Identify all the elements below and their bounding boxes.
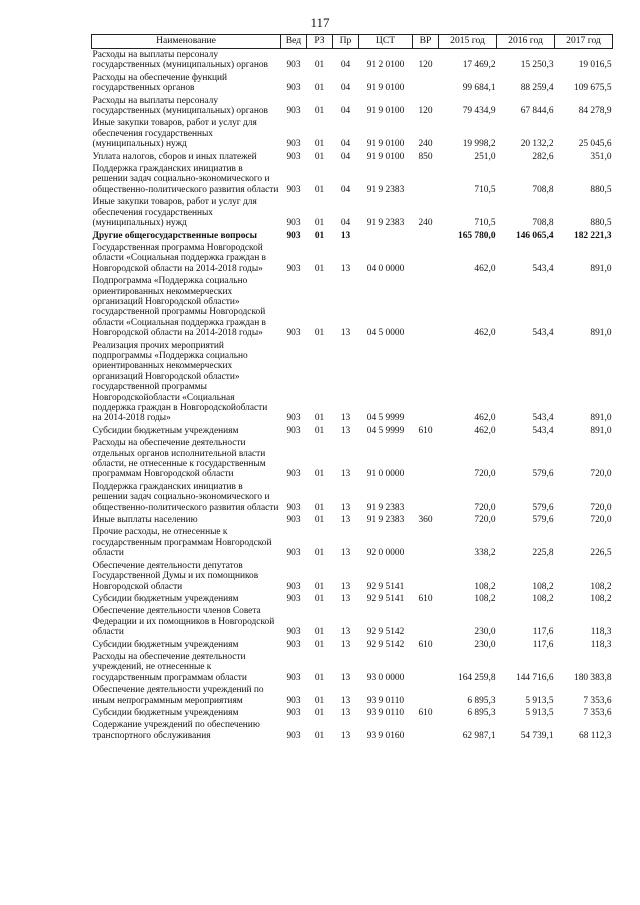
table-row <box>92 163 613 196</box>
row-cst: 91 9 0100 <box>366 83 405 94</box>
row-amount-2016: 20 132,2 <box>520 139 554 150</box>
row-vr: 120 <box>418 60 433 71</box>
row-ved: 903 <box>286 548 301 559</box>
row-rz: 01 <box>314 413 325 424</box>
row-rz: 01 <box>314 83 325 94</box>
header-2017: 2017 год <box>555 35 613 49</box>
row-name: Субсидии бюджетным учреждениям <box>92 593 239 604</box>
row-cst: 91 9 0100 <box>366 106 405 117</box>
row-vr: 610 <box>418 639 433 650</box>
row-amount-2016: 117,6 <box>532 639 554 650</box>
row-amount-2016: 543,4 <box>532 413 554 424</box>
row-amount-2015: 462,0 <box>474 413 496 424</box>
row-cst: 91 0 0000 <box>366 469 405 480</box>
table-row <box>92 196 613 229</box>
row-amount-2017: 180 383,8 <box>574 672 612 683</box>
table-row <box>92 639 613 651</box>
row-pr: 13 <box>340 413 351 424</box>
table-row <box>92 425 613 437</box>
row-amount-2017: 7 353,6 <box>583 695 612 706</box>
row-pr: 13 <box>340 695 351 706</box>
row-amount-2015: 710,5 <box>474 218 496 229</box>
row-amount-2017: 891,0 <box>590 328 612 339</box>
row-pr: 13 <box>340 548 351 559</box>
row-pr: 04 <box>340 218 351 229</box>
row-ved: 903 <box>286 707 301 718</box>
row-name: Прочие расходы, не отнесенные к государственным программам Новгородской области <box>92 527 272 559</box>
row-vr: 240 <box>418 218 433 229</box>
row-cst: 92 0 0000 <box>366 548 405 559</box>
row-cst: 91 2 0100 <box>366 60 405 71</box>
row-name: Иные закупки товаров, работ и услуг для обеспечения государственных (муниципальных) нужд <box>92 197 257 229</box>
row-cst: 91 9 0100 <box>366 139 405 150</box>
row-pr: 04 <box>340 151 351 162</box>
header-ved: Вед <box>281 35 307 49</box>
row-amount-2016: 108,2 <box>532 593 554 604</box>
row-ved: 903 <box>286 83 301 94</box>
row-name: Содержание учреждений по обеспечению транспортного обслуживания <box>92 720 260 741</box>
row-amount-2015: 6 895,3 <box>467 707 496 718</box>
row-cst: 93 9 0110 <box>366 707 405 718</box>
row-pr: 13 <box>340 515 351 526</box>
row-name: Обеспечение деятельности учреждений по иным непрограммным мероприятиям <box>92 685 264 706</box>
row-cst: 91 9 2383 <box>366 502 405 513</box>
row-rz: 01 <box>314 515 325 526</box>
row-amount-2016: 5 913,5 <box>525 695 554 706</box>
row-amount-2015: 99 684,1 <box>462 83 496 94</box>
row-amount-2016: 543,4 <box>532 263 554 274</box>
row-cst: 91 9 0100 <box>366 151 405 162</box>
row-vr <box>413 684 439 707</box>
row-pr: 13 <box>340 328 351 339</box>
row-cst: 91 9 2383 <box>366 515 405 526</box>
row-amount-2016: 108,2 <box>532 581 554 592</box>
row-amount-2017: 891,0 <box>590 263 612 274</box>
row-rz: 01 <box>314 593 325 604</box>
row-cst: 92 9 5142 <box>366 639 405 650</box>
row-name: Расходы на выплаты персоналу государственных (муниципальных) органов <box>92 50 268 71</box>
row-vr <box>413 242 439 275</box>
row-cst: 91 9 2383 <box>366 184 405 195</box>
row-rz: 01 <box>314 106 325 117</box>
row-cst: 04 5 0000 <box>366 328 405 339</box>
row-cst <box>359 230 413 242</box>
table-row <box>92 275 613 339</box>
row-name: Расходы на обеспечение деятельности отдельных органов исполнительной власти области, не отнесенные к государственным программам Новгородской области <box>92 438 266 480</box>
row-ved: 903 <box>286 695 301 706</box>
table-row <box>92 242 613 275</box>
row-vr: 850 <box>418 151 433 162</box>
row-cst: 93 0 0000 <box>366 672 405 683</box>
row-rz: 01 <box>314 672 325 683</box>
row-pr: 13 <box>340 672 351 683</box>
row-amount-2015: 79 434,9 <box>462 106 496 117</box>
row-amount-2016: 54 739,1 <box>520 730 554 741</box>
row-name: Расходы на обеспечение деятельности учреждений, не отнесенные к государственным программам области <box>92 651 247 683</box>
row-name: Государственная программа Новгородской области «Социальная поддержка граждан в Новгородской области на 2014-2018 годы» <box>92 242 266 274</box>
row-amount-2015: 19 998,2 <box>462 139 496 150</box>
header-cst: ЦСТ <box>359 35 413 49</box>
row-vr: 610 <box>418 425 433 436</box>
row-pr: 13 <box>340 707 351 718</box>
header-rz: РЗ <box>307 35 333 49</box>
table-row <box>92 526 613 559</box>
row-vr: 610 <box>418 707 433 718</box>
row-amount-2016: 543,4 <box>532 425 554 436</box>
row-amount-2016: 225,8 <box>532 548 554 559</box>
row-pr: 13 <box>340 230 351 241</box>
row-amount-2015: 338,2 <box>474 548 496 559</box>
row-ved: 903 <box>286 639 301 650</box>
row-pr: 13 <box>340 593 351 604</box>
table-row <box>92 95 613 118</box>
row-amount-2015: 6 895,3 <box>467 695 496 706</box>
row-rz: 01 <box>314 139 325 150</box>
row-amount-2017: 720,0 <box>590 502 612 513</box>
row-amount-2017: 891,0 <box>590 413 612 424</box>
row-pr: 13 <box>340 502 351 513</box>
header-name: Наименование <box>92 35 281 49</box>
row-name: Поддержка гражданских инициатив в решении задач социально-экономического и общественно-политического развития области <box>92 481 279 513</box>
row-rz: 01 <box>314 425 325 436</box>
table-row <box>92 719 613 742</box>
row-cst: 93 9 0110 <box>366 695 405 706</box>
row-cst: 93 9 0160 <box>366 730 405 741</box>
row-ved: 903 <box>286 184 301 195</box>
row-name: Другие общегосударственные вопросы <box>92 230 257 241</box>
row-amount-2017: 19 016,5 <box>578 60 612 71</box>
page-number: 117 <box>310 15 330 30</box>
row-pr: 04 <box>340 83 351 94</box>
row-amount-2017: 182 221,3 <box>574 230 612 241</box>
row-ved: 903 <box>286 593 301 604</box>
row-ved: 903 <box>286 425 301 436</box>
row-name: Реализация прочих мероприятий подпрограммы «Поддержка социально ориентированных некоммерческих организаций Новгородской области» государственной программы Новгородскойобласти «Социальная поддержка граждан в Новгородскойобласти на 2014-2018 годы» <box>92 340 268 424</box>
row-name: Иные закупки товаров, работ и услуг для обеспечения государственных (муниципальных) нужд <box>92 118 257 150</box>
row-amount-2017: 880,5 <box>590 218 612 229</box>
row-cst: 04 5 9999 <box>366 425 405 436</box>
row-amount-2017: 84 278,9 <box>578 106 612 117</box>
row-pr: 13 <box>340 639 351 650</box>
table-row <box>92 707 613 719</box>
row-vr <box>413 340 439 425</box>
row-amount-2016: 543,4 <box>532 328 554 339</box>
row-name: Подпрограмма «Поддержка социально ориентированных некоммерческих организаций Новгородской области» государственной программы Новгородской области «Социальная поддержка граждан в Новгородской области на 2014-2018 годы» <box>92 276 266 339</box>
row-pr: 13 <box>340 730 351 741</box>
row-ved: 903 <box>286 581 301 592</box>
row-name: Иные выплаты населению <box>92 515 198 526</box>
row-ved: 903 <box>286 502 301 513</box>
row-ved: 903 <box>286 151 301 162</box>
row-vr <box>413 651 439 684</box>
row-amount-2017: 68 112,3 <box>579 730 612 741</box>
row-amount-2015: 17 469,2 <box>462 60 496 71</box>
row-amount-2015: 62 987,1 <box>462 730 496 741</box>
row-amount-2015: 462,0 <box>474 425 496 436</box>
row-amount-2015: 710,5 <box>474 184 496 195</box>
header-vr: ВР <box>413 35 439 49</box>
table-row <box>92 230 613 242</box>
row-rz: 01 <box>314 184 325 195</box>
row-amount-2017: 351,0 <box>590 151 612 162</box>
row-amount-2016: 144 716,6 <box>516 672 554 683</box>
row-pr: 13 <box>340 581 351 592</box>
row-rz: 01 <box>314 639 325 650</box>
row-vr <box>413 72 439 95</box>
row-name: Уплата налогов, сборов и иных платежей <box>92 151 257 162</box>
row-amount-2015: 165 780,0 <box>458 230 496 241</box>
row-rz: 01 <box>314 151 325 162</box>
table-row <box>92 593 613 605</box>
row-ved: 903 <box>286 106 301 117</box>
row-ved: 903 <box>286 139 301 150</box>
table-row <box>92 605 613 638</box>
row-amount-2015: 251,0 <box>474 151 496 162</box>
row-pr: 13 <box>340 263 351 274</box>
row-rz: 01 <box>314 328 325 339</box>
row-amount-2016: 15 250,3 <box>520 60 554 71</box>
header-2016: 2016 год <box>497 35 555 49</box>
row-rz: 01 <box>314 730 325 741</box>
row-ved: 903 <box>286 218 301 229</box>
row-pr: 04 <box>340 106 351 117</box>
row-vr <box>413 163 439 196</box>
row-ved: 903 <box>286 730 301 741</box>
table-row <box>92 49 613 72</box>
table-row <box>92 340 613 425</box>
row-cst: 04 5 9999 <box>366 413 405 424</box>
row-cst: 04 0 0000 <box>366 263 405 274</box>
row-amount-2017: 720,0 <box>590 515 612 526</box>
row-amount-2016: 282,6 <box>532 151 554 162</box>
row-amount-2017: 118,3 <box>590 639 612 650</box>
row-name: Субсидии бюджетным учреждениям <box>92 425 239 436</box>
row-ved: 903 <box>286 263 301 274</box>
row-pr: 13 <box>340 627 351 638</box>
row-rz: 01 <box>314 581 325 592</box>
row-amount-2015: 164 259,8 <box>458 672 496 683</box>
row-amount-2017: 7 353,6 <box>583 707 612 718</box>
row-vr <box>413 560 439 593</box>
row-cst: 91 9 2383 <box>366 218 405 229</box>
table-row <box>92 514 613 526</box>
row-amount-2017: 108,2 <box>590 581 612 592</box>
row-amount-2016: 88 259,4 <box>520 83 554 94</box>
row-amount-2016: 579,6 <box>532 469 554 480</box>
row-vr: 360 <box>418 515 433 526</box>
table-row <box>92 481 613 514</box>
row-vr: 120 <box>418 106 433 117</box>
row-amount-2015: 720,0 <box>474 515 496 526</box>
budget-table <box>91 34 613 742</box>
row-amount-2015: 230,0 <box>474 627 496 638</box>
row-rz: 01 <box>314 230 325 241</box>
header-2015: 2015 год <box>439 35 497 49</box>
row-rz: 01 <box>314 218 325 229</box>
row-pr: 13 <box>340 425 351 436</box>
row-ved: 903 <box>286 413 301 424</box>
row-vr <box>413 275 439 339</box>
row-cst: 92 9 5142 <box>366 627 405 638</box>
row-amount-2016: 146 065,4 <box>516 230 554 241</box>
row-ved: 903 <box>286 60 301 71</box>
row-amount-2015: 720,0 <box>474 469 496 480</box>
row-amount-2017: 109 675,5 <box>574 83 612 94</box>
table-row <box>92 72 613 95</box>
table-row <box>92 117 613 150</box>
row-amount-2017: 118,3 <box>590 627 612 638</box>
row-amount-2017: 720,0 <box>590 469 612 480</box>
row-pr: 13 <box>340 469 351 480</box>
row-amount-2016: 5 913,5 <box>525 707 554 718</box>
row-amount-2017: 226,5 <box>590 548 612 559</box>
row-cst: 92 9 5141 <box>366 581 405 592</box>
row-vr <box>413 481 439 514</box>
row-vr: 240 <box>418 139 433 150</box>
table-header <box>92 35 613 49</box>
row-amount-2017: 880,5 <box>590 184 612 195</box>
row-ved: 903 <box>286 469 301 480</box>
row-rz: 01 <box>314 707 325 718</box>
row-amount-2015: 720,0 <box>474 502 496 513</box>
row-cst: 92 9 5141 <box>366 593 405 604</box>
row-vr <box>413 437 439 481</box>
row-ved: 903 <box>286 515 301 526</box>
row-amount-2016: 708,8 <box>532 218 554 229</box>
row-rz: 01 <box>314 469 325 480</box>
row-ved: 903 <box>286 672 301 683</box>
row-rz: 01 <box>314 695 325 706</box>
table-row <box>92 651 613 684</box>
row-pr: 04 <box>340 60 351 71</box>
row-name: Обеспечение деятельности депутатов Государственной Думы и их помощников Новгородской области <box>92 560 259 592</box>
table-row <box>92 560 613 593</box>
row-name: Расходы на выплаты персоналу государственных (муниципальных) органов <box>92 95 268 117</box>
row-name: Субсидии бюджетным учреждениям <box>92 639 239 650</box>
row-amount-2015: 108,2 <box>474 581 496 592</box>
row-vr: 610 <box>418 593 433 604</box>
row-rz: 01 <box>314 60 325 71</box>
header-pr: Пр <box>333 35 359 49</box>
row-amount-2015: 108,2 <box>474 593 496 604</box>
row-ved: 903 <box>286 627 301 638</box>
row-vr <box>413 605 439 638</box>
row-amount-2016: 117,6 <box>532 627 554 638</box>
row-amount-2016: 708,8 <box>532 184 554 195</box>
row-amount-2015: 462,0 <box>474 328 496 339</box>
row-amount-2016: 579,6 <box>532 515 554 526</box>
row-amount-2017: 25 045,6 <box>578 139 612 150</box>
row-amount-2015: 230,0 <box>474 639 496 650</box>
row-amount-2017: 891,0 <box>590 425 612 436</box>
row-amount-2015: 462,0 <box>474 263 496 274</box>
table-row <box>92 684 613 707</box>
row-rz: 01 <box>314 627 325 638</box>
row-pr: 04 <box>340 184 351 195</box>
row-ved: 903 <box>286 230 301 241</box>
table-row <box>92 151 613 163</box>
table-body <box>92 49 613 743</box>
row-pr: 04 <box>340 139 351 150</box>
row-amount-2017: 108,2 <box>590 593 612 604</box>
row-name: Поддержка гражданских инициатив в решении задач социально-экономического и общественно-политического развития области <box>92 164 279 195</box>
row-name: Субсидии бюджетным учреждениям <box>92 707 239 718</box>
row-rz: 01 <box>314 548 325 559</box>
row-amount-2016: 67 844,6 <box>520 106 554 117</box>
row-vr <box>413 719 439 742</box>
row-rz: 01 <box>314 502 325 513</box>
row-vr <box>413 526 439 559</box>
row-name: Расходы на обеспечение функций государственных органов <box>92 72 227 94</box>
row-name: Обеспечение деятельности членов Совета Федерации и их помощников в Новгородской области <box>92 606 275 638</box>
row-amount-2016: 579,6 <box>532 502 554 513</box>
table-row <box>92 437 613 481</box>
row-vr <box>413 230 439 242</box>
row-ved: 903 <box>286 328 301 339</box>
row-rz: 01 <box>314 263 325 274</box>
